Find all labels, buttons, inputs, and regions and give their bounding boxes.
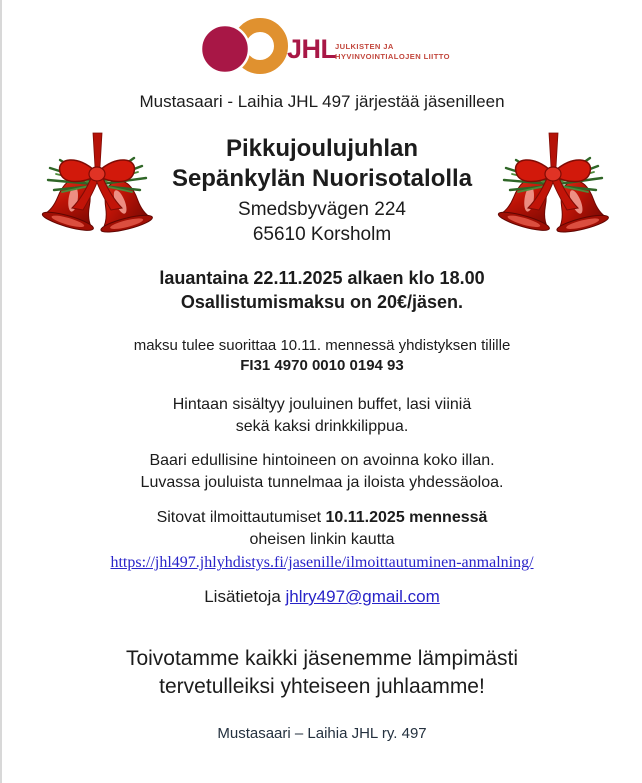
includes-block: [2, 394, 642, 438]
registration-deadline-prefix: Sitovat ilmoittautumiset: [156, 509, 326, 526]
bar-line: Baari edullisine hintoineen on avoinna koko illan.: [149, 452, 495, 469]
contact-email-link[interactable]: jhlry497@gmail.com: [285, 587, 440, 606]
flyer-page: [2, 0, 642, 742]
logo-tagline-line2: HYVINVOINTIALOJEN LIITTO: [335, 52, 450, 61]
registration-deadline-line: [2, 507, 642, 529]
jhl-logo: [193, 12, 451, 80]
closing-message: [2, 645, 642, 701]
contact-prefix: Lisätietoja: [204, 587, 286, 606]
closing-line1: Toivotamme kaikki jäsenemme lämpimästi: [125, 647, 519, 670]
logo-container: [2, 0, 642, 80]
includes-line2: sekä kaksi drinkkilippua.: [235, 418, 409, 435]
signature-line: Mustasaari – Laihia JHL ry. 497: [217, 725, 427, 742]
logo-crimson-circle: [201, 25, 249, 73]
payment-account-number: FI31 4970 0010 0194 93: [240, 357, 404, 374]
logo-tagline-line1: JULKISTEN JA: [335, 42, 394, 51]
registration-via-line: oheisen linkin kautta: [249, 531, 395, 548]
event-title-block: [168, 130, 476, 247]
registration-block: [2, 507, 642, 575]
hero-section: [2, 130, 642, 254]
datetime-fee-block: [2, 266, 642, 314]
event-title: [168, 134, 476, 194]
intro-line: Mustasaari - Laihia JHL 497 järjestää jäsenilleen: [139, 92, 505, 111]
logo-acronym: JHL: [287, 34, 337, 64]
registration-link-line: [2, 551, 642, 575]
atmosphere-block: [2, 450, 642, 494]
event-datetime: lauantaina 22.11.2025 alkaen klo 18.00: [159, 268, 485, 288]
contact-block: [2, 587, 642, 607]
includes-line1: Hintaan sisältyy jouluinen buffet, lasi viiniä: [172, 396, 472, 413]
payment-block: [2, 336, 642, 376]
payment-instruction: maksu tulee suorittaa 10.11. mennessä yhdistyksen tilille: [133, 337, 511, 354]
registration-deadline-date: 10.11.2025 mennessä: [325, 509, 488, 526]
atmosphere-line: Luvassa jouluista tunnelmaa ja iloista yhdessäoloa.: [140, 474, 504, 491]
registration-link[interactable]: https://jhl497.jhlyhdistys.fi/jasenille/ilmoittautuminen-anmalning/: [110, 554, 534, 571]
christmas-bells-image: [492, 130, 614, 254]
event-title-line2: Sepänkylän Nuorisotalolla: [171, 165, 473, 192]
address-city: 65610 Korsholm: [252, 224, 392, 245]
address-street: Smedsbyvägen 224: [238, 199, 406, 220]
event-title-line1: Pikkujoulujuhlan: [225, 135, 418, 162]
event-address: [168, 197, 476, 247]
closing-line2: tervetulleiksi yhteiseen juhlaamme!: [159, 675, 485, 698]
christmas-bells-image: [36, 130, 158, 254]
event-fee: Osallistumismaksu on 20€/jäsen.: [180, 292, 464, 312]
